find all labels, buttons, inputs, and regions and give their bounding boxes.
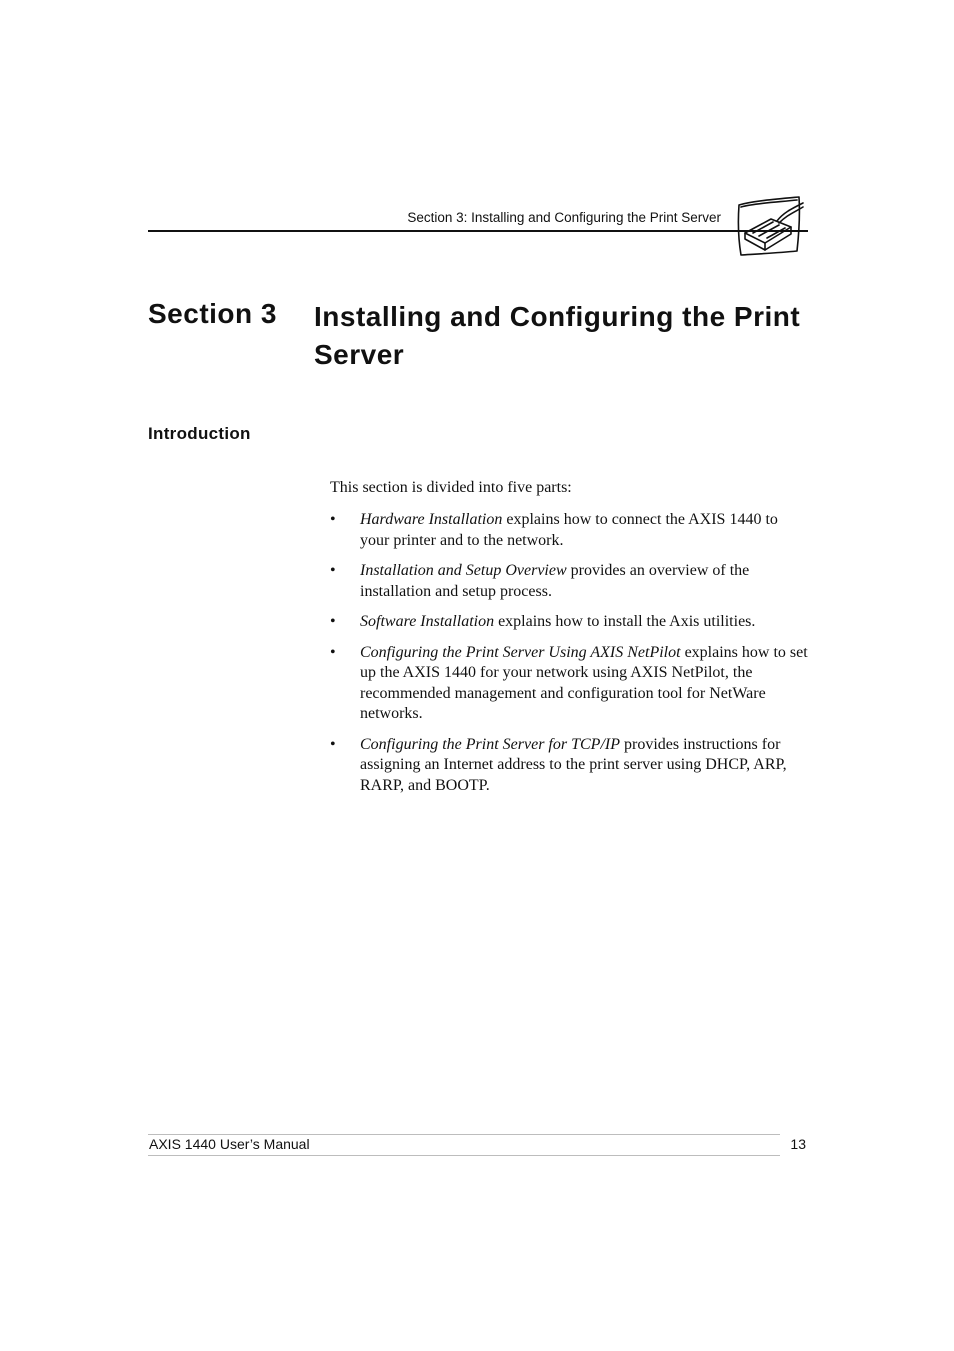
list-item xyxy=(330,612,810,633)
bullet: • xyxy=(330,735,336,753)
list-item xyxy=(330,643,810,725)
part-title: Configuring the Print Server Using AXIS NetPilot xyxy=(360,643,681,661)
part-title: Installation and Setup Overview xyxy=(360,562,567,579)
part-title: Configuring the Print Server for TCP/IP xyxy=(360,735,620,753)
page-number: 13 xyxy=(790,1136,806,1152)
running-header: Section 3: Installing and Configuring the Print Server xyxy=(407,210,721,225)
part-description: explains how to set up the AXIS 1440 for your network using AXIS NetPilot, the recommended management and configuration tool for NetWare networks. xyxy=(360,643,808,722)
bullet: • xyxy=(330,511,336,528)
footer-rule-bottom xyxy=(148,1155,780,1156)
bullet: • xyxy=(330,643,336,661)
part-description: provides an overview of the installation and setup process. xyxy=(360,562,750,600)
list-item xyxy=(330,510,810,551)
part-title: Hardware Installation xyxy=(360,511,503,528)
bullet: • xyxy=(330,562,336,579)
printer-server-icon xyxy=(733,193,805,257)
section-title: Installing and Configuring the Print Server xyxy=(314,301,801,370)
header-rule xyxy=(148,230,808,232)
footer-rule-top xyxy=(148,1134,780,1135)
section-number: Section 3 xyxy=(148,298,277,329)
part-description: provides instructions for assigning an Internet address to the print server using DHCP, ARP, RARP, and BOOTP. xyxy=(360,735,787,794)
introduction-heading: Introduction xyxy=(148,424,251,443)
part-description: explains how to install the Axis utilities. xyxy=(494,613,756,630)
parts-list xyxy=(330,510,810,806)
introduction-lead: This section is divided into five parts: xyxy=(330,479,572,496)
part-description: explains how to connect the AXIS 1440 to your printer and to the network. xyxy=(360,511,778,549)
list-item xyxy=(330,735,810,797)
part-title: Software Installation xyxy=(360,613,495,630)
list-item xyxy=(330,561,810,602)
bullet: • xyxy=(330,613,336,630)
footer-manual-title: AXIS 1440 User’s Manual xyxy=(149,1136,310,1152)
